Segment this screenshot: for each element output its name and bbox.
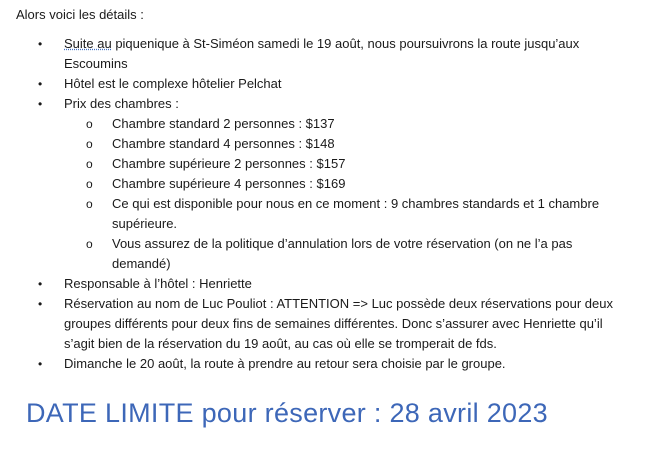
sublist-item-text: Ce qui est disponible pour nous en ce moment : 9 chambres standards et 1 chambre supérieure. [112,196,600,231]
list-item [0,74,648,94]
circle-bullet-icon: o [86,177,93,191]
bullet-icon: • [38,37,43,51]
list-item-text: piquenique à St-Siméon samedi le 19 août, nous poursuivrons la route jusqu’aux Escoumins [64,36,580,71]
bullet-icon: • [38,357,43,371]
room-prices-sublist [64,114,628,274]
spellcheck-flagged-text: Suite au [64,36,112,51]
sublist-item [0,174,628,194]
list-item [0,94,648,274]
sublist-item [0,234,628,274]
sublist-item [0,114,628,134]
deadline-heading: DATE LIMITE pour réserver : 28 avril 2023 [26,398,548,428]
list-item-text: Réservation au nom de Luc Pouliot : ATTENTION => Luc possède deux réservations pour deux groupes différents pour deux fins de semaines différentes. Donc s’assurer avec Henriette qu’il s’agit bien de la réservation du 19 août, au cas où elle se tromperait de fds. [64,296,613,351]
sublist-item [0,154,628,174]
list-item [0,34,648,74]
sublist-item-text: Chambre supérieure 2 personnes : $157 [112,156,346,171]
list-item-text: Dimanche le 20 août, la route à prendre au retour sera choisie par le groupe. [64,356,506,371]
sublist-item-text: Chambre standard 2 personnes : $137 [112,116,335,131]
bullet-icon: • [38,97,43,111]
circle-bullet-icon: o [86,197,93,211]
bullet-icon: • [38,297,43,311]
intro-line: Alors voici les détails : [16,7,144,22]
list-item-text: Prix des chambres : [64,96,179,111]
list-item [0,274,648,294]
circle-bullet-icon: o [86,117,93,131]
list-item-text: Hôtel est le complexe hôtelier Pelchat [64,76,282,91]
details-list [0,34,648,374]
sublist-item-text: Chambre supérieure 4 personnes : $169 [112,176,346,191]
sublist-item [0,194,628,234]
circle-bullet-icon: o [86,237,93,251]
list-item [0,294,648,354]
sublist-item-text: Chambre standard 4 personnes : $148 [112,136,335,151]
sublist-item [0,134,628,154]
bullet-icon: • [38,77,43,91]
bullet-icon: • [38,277,43,291]
circle-bullet-icon: o [86,137,93,151]
circle-bullet-icon: o [86,157,93,171]
list-item-text: Responsable à l’hôtel : Henriette [64,276,252,291]
list-item [0,354,648,374]
sublist-item-text: Vous assurez de la politique d’annulation lors de votre réservation (on ne l’a pas demandé) [112,236,573,271]
